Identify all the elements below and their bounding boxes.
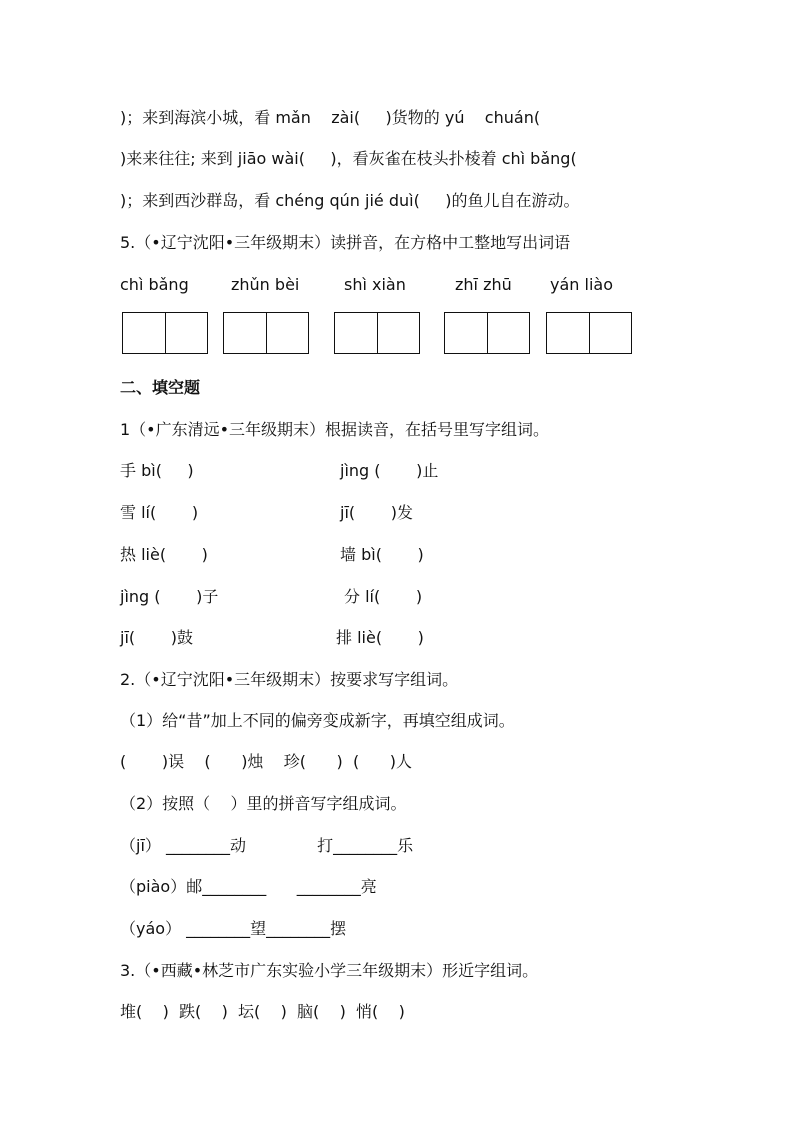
grid-cell[interactable] <box>224 313 266 353</box>
grid-cell[interactable] <box>487 313 529 353</box>
pinyin-5: yán liào <box>550 275 613 294</box>
q1-right-2: jī( )发 <box>340 503 413 522</box>
q1-left-3: 热 liè( ) <box>120 545 208 564</box>
q1-left-4: jìng ( )子 <box>120 587 219 606</box>
q2-sub-1: （1）给“昔”加上不同的偏旁变成新字，再填空组成词。 <box>120 711 515 730</box>
writing-grid-5[interactable] <box>546 312 632 354</box>
writing-grid-3[interactable] <box>334 312 420 354</box>
q3-line: 堆( ) 跌( ) 坛( ) 脑( ) 悄( ) <box>120 1002 405 1021</box>
q2-sub-2: （2）按照（ ）里的拼音写字组成词。 <box>120 794 407 813</box>
writing-grid-4[interactable] <box>444 312 530 354</box>
grid-cell[interactable] <box>377 313 419 353</box>
question-2-title: 2.（•辽宁沈阳•三年级期末）按要求写字组词。 <box>120 670 459 689</box>
passage-line-3: )；来到西沙群岛，看 chéng qún jié duì( )的鱼儿自在游动。 <box>120 191 580 210</box>
question-5-title: 5.（•辽宁沈阳•三年级期末）读拼音，在方格中工整地写出词语 <box>120 233 571 252</box>
q1-left-2: 雪 lí( ) <box>120 503 199 522</box>
pinyin-1: chì bǎng <box>120 275 189 294</box>
writing-grid-1[interactable] <box>122 312 208 354</box>
q1-left-5: jī( )鼓 <box>120 628 193 647</box>
q1-left-1: 手 bì( ) <box>120 461 194 480</box>
grid-cell[interactable] <box>547 313 589 353</box>
q1-right-1: jìng ( )止 <box>340 461 439 480</box>
grid-cell[interactable] <box>165 313 207 353</box>
pinyin-2: zhǔn bèi <box>231 275 300 294</box>
question-3-title: 3.（•西藏•林芝市广东实验小学三年级期末）形近字组词。 <box>120 961 539 980</box>
section-2-heading: 二、填空题 <box>120 378 201 397</box>
pinyin-3: shì xiàn <box>344 275 406 294</box>
q2-row-yao: （yáo） ________望________摆 <box>120 919 347 938</box>
passage-line-2: )来来往往; 来到 jiāo wài( )，看灰雀在枝头扑棱着 chì bǎng( <box>120 149 577 168</box>
grid-cell[interactable] <box>335 313 377 353</box>
pinyin-4: zhī zhū <box>455 275 512 294</box>
question-1-title: 1（•广东清远•三年级期末）根据读音，在括号里写字组词。 <box>120 420 550 439</box>
q2-sub-1-blanks: ( )误 ( )烛 珍( ) ( )人 <box>120 752 412 771</box>
grid-cell[interactable] <box>266 313 308 353</box>
q1-right-5: 排 liè( ) <box>336 628 424 647</box>
q1-right-3: 墙 bì( ) <box>340 545 424 564</box>
q1-right-4: 分 lí( ) <box>344 587 423 606</box>
grid-cell[interactable] <box>589 313 631 353</box>
q2-row-piao: （piào）邮________ ________亮 <box>120 877 377 896</box>
grid-cell[interactable] <box>123 313 165 353</box>
grid-cell[interactable] <box>445 313 487 353</box>
passage-line-1: )；来到海滨小城，看 mǎn zài( )货物的 yú chuán( <box>120 108 541 127</box>
writing-grid-2[interactable] <box>223 312 309 354</box>
q2-row-ji: （jī） ________动 打________乐 <box>120 836 414 855</box>
